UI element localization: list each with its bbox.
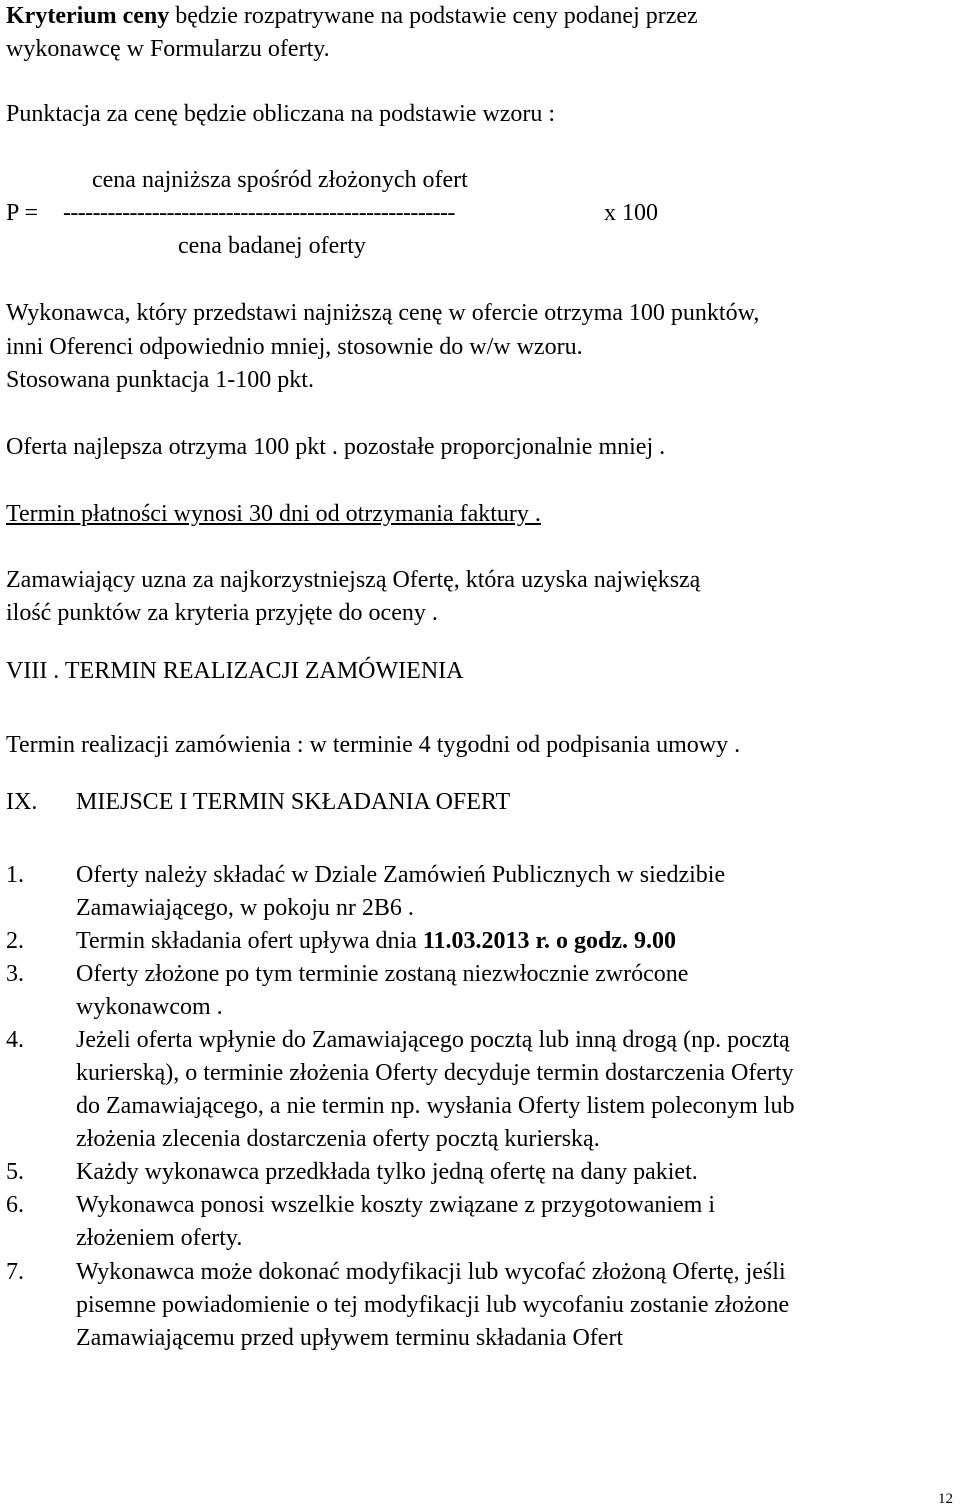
- list-item-line: do Zamawiającego, a nie termin np. wysłania Oferty listem poleconym lub: [76, 1093, 795, 1119]
- formula-lhs: P =: [6, 200, 38, 226]
- award-line-1: Zamawiający uzna za najkorzystniejszą Ofertę, która uzyska największą: [6, 567, 701, 593]
- formula-dash-line: -----------------------------------------------------: [63, 200, 455, 226]
- scoring-line-2: inni Oferenci odpowiednio mniej, stosownie do w/w wzoru.: [6, 334, 583, 360]
- list-item-number: 1.: [6, 862, 24, 888]
- section-viii-text: Termin realizacji zamówienia : w terminie 4 tygodni od podpisania umowy .: [6, 732, 741, 758]
- formula-intro: Punktacja za cenę będzie obliczana na podstawie wzoru :: [6, 101, 556, 127]
- list-item-line: Zamawiającego, w pokoju nr 2B6 .: [76, 895, 414, 921]
- list-item-number: 7.: [6, 1259, 24, 1285]
- section-viii-heading: VIII . TERMIN REALIZACJI ZAMÓWIENIA: [6, 658, 464, 684]
- payment-term: Termin płatności wynosi 30 dni od otrzymania faktury .: [6, 501, 541, 527]
- list-item-number: 3.: [6, 961, 24, 987]
- list-item-line: pisemne powiadomienie o tej modyfikacji lub wycofaniu zostanie złożone: [76, 1292, 790, 1318]
- list-item-line: Każdy wykonawca przedkłada tylko jedną ofertę na dany pakiet.: [76, 1159, 698, 1185]
- list-item-line: Wykonawca może dokonać modyfikacji lub wycofać złożoną Ofertę, jeśli: [76, 1259, 786, 1285]
- list-item-line: kurierską), o terminie złożenia Oferty decyduje termin dostarczenia Oferty: [76, 1060, 794, 1086]
- page-number: 12: [938, 1491, 953, 1507]
- deadline-text: Termin składania ofert upływa dnia: [76, 928, 423, 954]
- list-item-line: [76, 929, 676, 953]
- formula-denominator: cena badanej oferty: [178, 233, 366, 259]
- list-item-number: 5.: [6, 1159, 24, 1185]
- list-item-number: 2.: [6, 928, 24, 954]
- award-line-2: ilość punktów za kryteria przyjęte do oceny .: [6, 600, 438, 626]
- list-item-line: Oferty należy składać w Dziale Zamówień Publicznych w siedzibie: [76, 862, 726, 888]
- scoring-best-offer: Oferta najlepsza otrzyma 100 pkt . pozostałe proporcjonalnie mniej .: [6, 434, 666, 460]
- intro-line-1: [6, 4, 698, 28]
- list-item-line: Oferty złożone po tym terminie zostaną niezwłocznie zwrócone: [76, 961, 689, 987]
- criterion-text: będzie rozpatrywane na podstawie ceny podanej przez: [169, 3, 698, 29]
- list-item-line: wykonawcom .: [76, 994, 223, 1020]
- list-item-line: Wykonawca ponosi wszelkie koszty związane z przygotowaniem i: [76, 1192, 715, 1218]
- intro-line-2: wykonawcę w Formularzu oferty.: [6, 36, 330, 62]
- section-ix-number: IX.: [6, 789, 38, 815]
- formula-numerator: cena najniższa spośród złożonych ofert: [92, 167, 468, 193]
- scoring-line-1: Wykonawca, który przedstawi najniższą cenę w ofercie otrzyma 100 punktów,: [6, 300, 760, 326]
- criterion-label: Kryterium ceny: [6, 3, 170, 29]
- scoring-line-3: Stosowana punktacja 1-100 pkt.: [6, 367, 314, 393]
- section-ix-title: MIEJSCE I TERMIN SKŁADANIA OFERT: [76, 789, 511, 815]
- list-item-number: 6.: [6, 1192, 24, 1218]
- formula-multiplier: x 100: [604, 200, 658, 226]
- list-item-line: złożenia zlecenia dostarczenia oferty pocztą kurierską.: [76, 1126, 600, 1152]
- list-item-line: Zamawiającemu przed upływem terminu składania Ofert: [76, 1325, 624, 1351]
- list-item-line: złożeniem oferty.: [76, 1225, 243, 1251]
- list-item-number: 4.: [6, 1027, 24, 1053]
- deadline-date: 11.03.2013 r. o godz. 9.00: [422, 928, 676, 954]
- list-item-line: Jeżeli oferta wpłynie do Zamawiającego pocztą lub inną drogą (np. pocztą: [76, 1027, 790, 1053]
